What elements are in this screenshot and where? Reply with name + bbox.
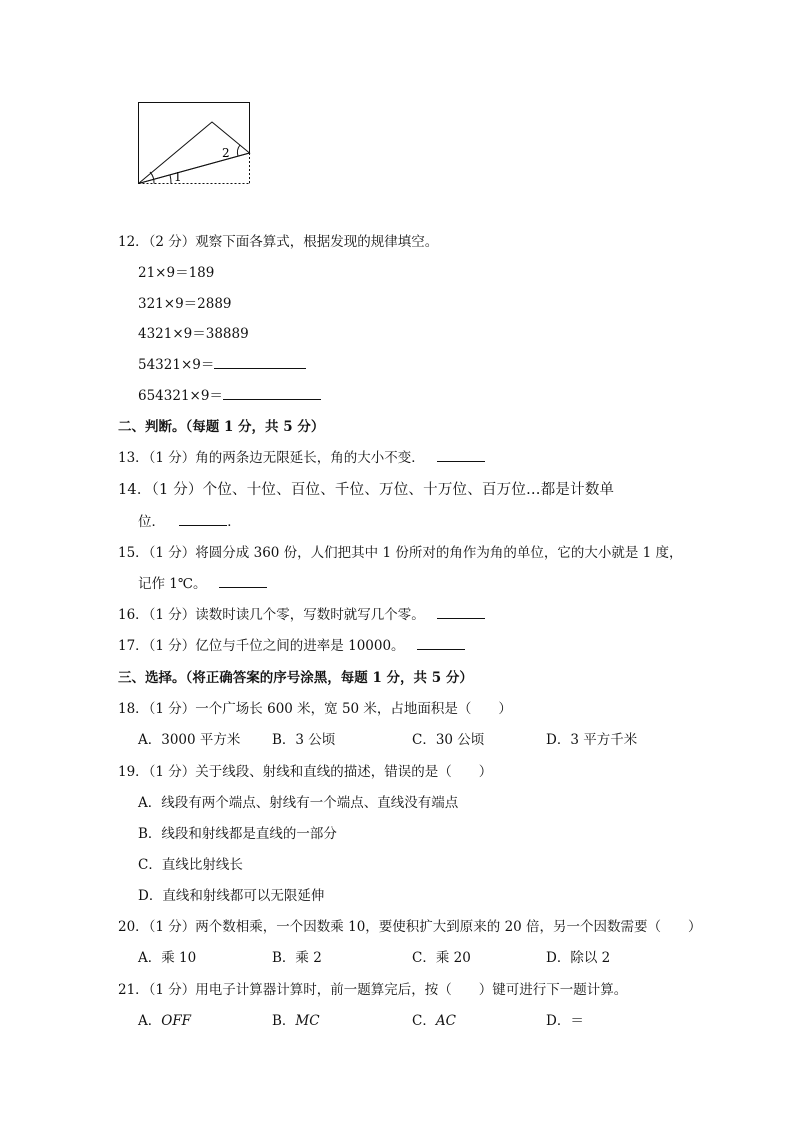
q17-answer-blank[interactable]	[417, 635, 465, 650]
q20-option-d[interactable]: D．除以 2	[546, 950, 611, 966]
q19-option-b[interactable]: B．线段和射线都是直线的一部分	[138, 826, 337, 842]
q15-line-2	[138, 572, 267, 592]
q13-text: 13．（1 分）角的两条边无限延长，角的大小不变．	[118, 450, 425, 466]
q21-option-c-prefix: C．	[412, 1013, 436, 1029]
folded-triangle	[139, 122, 250, 184]
q14-suffix: ．	[227, 514, 241, 530]
q14-line-2-text: 位．	[138, 514, 165, 530]
section-3-title: 三、选择。（将正确答案的序号涂黑，每题 1 分，共 5 分）	[118, 670, 473, 686]
q21-option-a[interactable]	[138, 1009, 191, 1029]
angle-figure	[134, 98, 256, 188]
q17-text: 17．（1 分）亿位与千位之间的进率是 10000。	[118, 638, 405, 654]
q15-answer-blank[interactable]	[219, 573, 267, 588]
q13-answer-blank[interactable]	[437, 447, 485, 462]
q12-line-5-text: 654321×9＝	[138, 388, 223, 404]
q12-line-4	[138, 353, 306, 373]
q20-option-c[interactable]: C．乘 20	[412, 950, 471, 966]
q19-option-c[interactable]: C．直线比射线长	[138, 857, 243, 873]
q12-line-1: 21×9＝189	[138, 265, 215, 281]
q12-line-4-text: 54321×9＝	[138, 357, 215, 373]
q18-option-d[interactable]: D．3 平方千米	[546, 732, 638, 748]
q16	[118, 603, 485, 623]
q12-answer-blank-2[interactable]	[223, 385, 321, 400]
q21-option-b-prefix: B．	[272, 1013, 296, 1029]
q21-option-a-value: OFF	[161, 1013, 192, 1029]
q12-line-3: 4321×9＝38889	[138, 326, 249, 342]
q14-answer-blank[interactable]	[179, 511, 227, 526]
q21-option-c-value: AC	[435, 1013, 456, 1029]
q12-line-5	[138, 384, 321, 404]
q18-stem: 18．（1 分）一个广场长 600 米，宽 50 米，占地面积是（ ）	[118, 701, 512, 717]
q16-answer-blank[interactable]	[437, 604, 485, 619]
q17	[118, 634, 465, 654]
q15-line-2-text: 记作 1℃。	[138, 576, 207, 592]
q20-option-b[interactable]: B．乘 2	[272, 950, 322, 966]
q20-stem: 20．（1 分）两个数相乘，一个因数乘 10，要使积扩大到原来的 20 倍，另一个因数需要（ ）	[118, 919, 702, 935]
inner-line	[139, 153, 250, 184]
q16-text: 16．（1 分）读数时读几个零，写数时就写几个零。	[118, 607, 425, 623]
square-outline	[139, 103, 250, 184]
q18-option-c[interactable]: C．30 公顷	[412, 732, 485, 748]
q19-stem: 19．（1 分）关于线段、射线和直线的描述，错误的是（ ）	[118, 764, 493, 780]
q18-option-a[interactable]: A．3000 平方米	[138, 732, 241, 748]
q19-option-a[interactable]: A．线段有两个端点、射线有一个端点、直线没有端点	[138, 795, 459, 811]
q21-option-a-prefix: A．	[138, 1013, 162, 1029]
section-2-title: 二、判断。（每题 1 分，共 5 分）	[118, 419, 325, 435]
q21-stem: 21．（1 分）用电子计算器计算时，前一题算完后，按（ ）键可进行下一题计算。	[118, 982, 628, 998]
q21-option-b[interactable]	[272, 1009, 320, 1029]
q12-stem: 12．（2 分）观察下面各算式，根据发现的规律填空。	[118, 234, 439, 250]
q21-option-c[interactable]	[412, 1009, 456, 1029]
q21-option-b-value: MC	[295, 1013, 320, 1029]
q21-option-d-prefix: D．	[546, 1013, 571, 1029]
q14-line-1: 14．（1 分）个位、十位、百位、千位、万位、十万位、百万位…都是计数单	[118, 482, 615, 498]
q13	[118, 446, 485, 466]
angle-label-1: 1	[174, 170, 182, 184]
q14-line-2	[138, 510, 241, 530]
angle-label-2: 2	[222, 146, 230, 160]
q19-option-d[interactable]: D．直线和射线都可以无限延伸	[138, 888, 325, 904]
q12-answer-blank-1[interactable]	[214, 354, 306, 369]
angle-arc-2	[237, 145, 240, 156]
q21-option-d-value: ＝	[570, 1013, 584, 1029]
q20-option-a[interactable]: A．乘 10	[138, 950, 197, 966]
q15-line-1: 15．（1 分）将圆分成 360 份，人们把其中 1 份所对的角作为角的单位，它的大小就是 1 度，	[118, 545, 683, 561]
q18-option-b[interactable]: B．3 公顷	[272, 732, 336, 748]
q21-option-d[interactable]	[546, 1009, 584, 1029]
angle-arc-1	[170, 175, 171, 184]
q12-line-2: 321×9＝2889	[138, 296, 232, 312]
